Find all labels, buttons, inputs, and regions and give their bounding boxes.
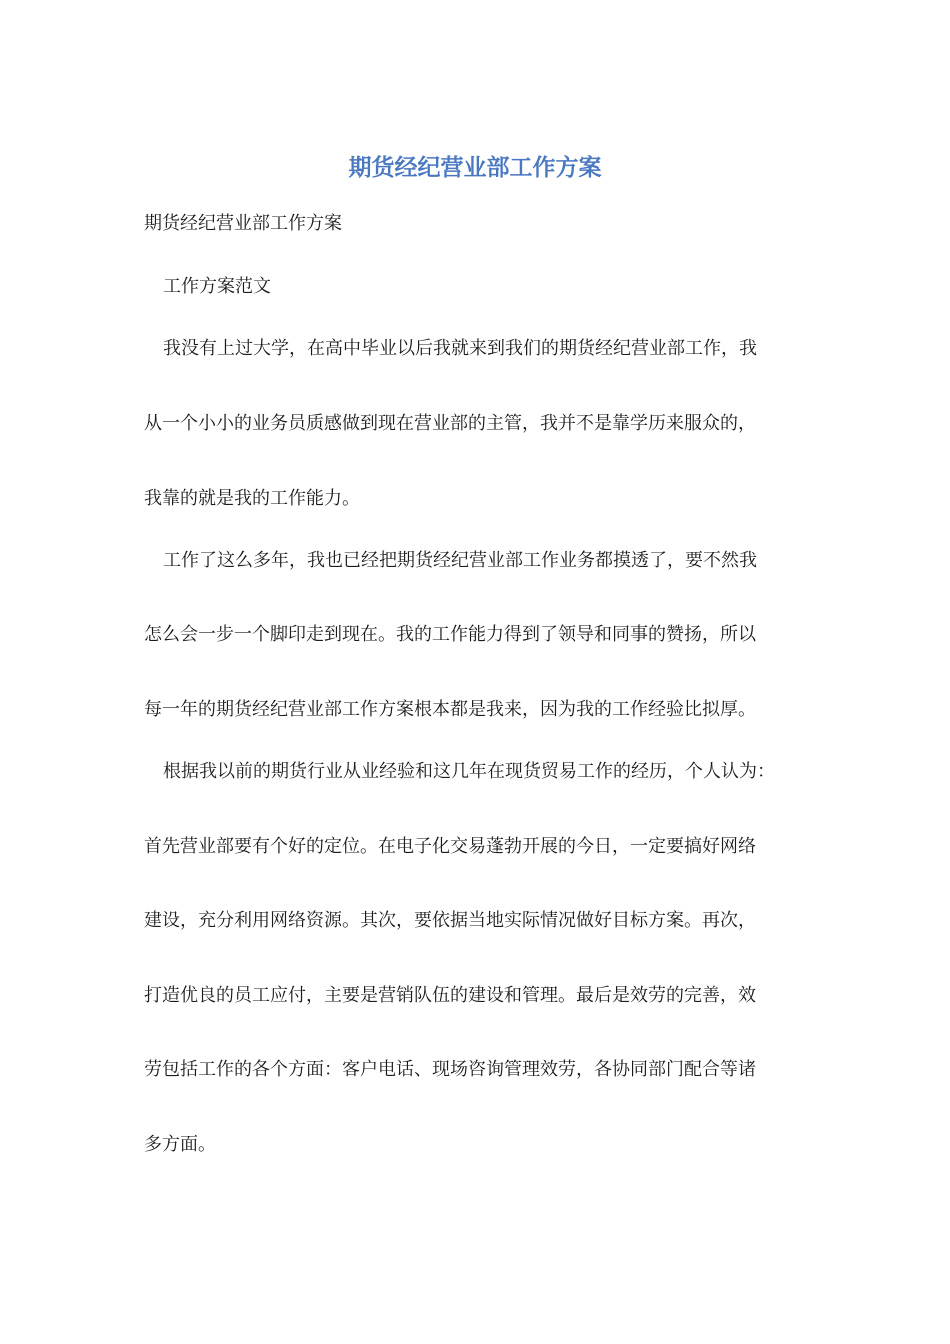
paragraph-3-line-6: 多方面。 [144, 1134, 216, 1155]
paragraph-1-line-1: 我没有上过大学，在高中毕业以后我就来到我们的期货经纪营业部工作，我 [163, 338, 757, 359]
paragraph-1-line-2: 从一个小小的业务员质感做到现在营业部的主管，我并不是靠学历来服众的， [144, 413, 756, 434]
paragraph-3-line-3: 建设，充分利用网络资源。其次，要依据当地实际情况做好目标方案。再次， [144, 910, 756, 931]
document-subtitle: 期货经纪营业部工作方案 [144, 213, 342, 234]
section-heading: 工作方案范文 [163, 276, 271, 297]
paragraph-3-line-2: 首先营业部要有个好的定位。在电子化交易蓬勃开展的今日，一定要搞好网络 [144, 836, 756, 857]
paragraph-3-line-5: 劳包括工作的各个方面：客户电话、现场咨询管理效劳，各协同部门配合等诸 [144, 1059, 756, 1080]
paragraph-3-line-1: 根据我以前的期货行业从业经验和这几年在现货贸易工作的经历，个人认为： [163, 761, 775, 782]
paragraph-3-line-4: 打造优良的员工应付，主要是营销队伍的建设和管理。最后是效劳的完善，效 [144, 985, 756, 1006]
document-title: 期货经纪营业部工作方案 [348, 154, 602, 181]
paragraph-2-line-3: 每一年的期货经纪营业部工作方案根本都是我来，因为我的工作经验比拟厚。 [144, 699, 756, 720]
paragraph-2-line-2: 怎么会一步一个脚印走到现在。我的工作能力得到了领导和同事的赞扬，所以 [144, 624, 756, 645]
paragraph-1-line-3: 我靠的就是我的工作能力。 [144, 488, 360, 509]
paragraph-2-line-1: 工作了这么多年，我也已经把期货经纪营业部工作业务都摸透了，要不然我 [163, 550, 757, 571]
